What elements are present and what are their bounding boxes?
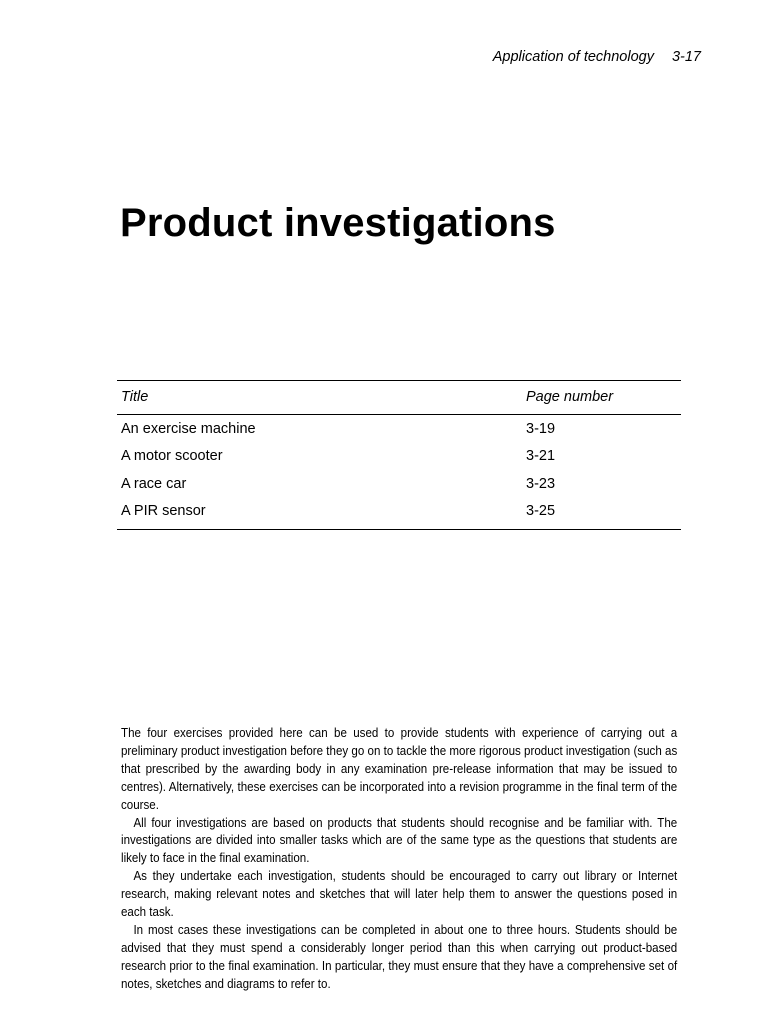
running-header	[493, 49, 701, 65]
page-title: Product investigations	[120, 201, 556, 245]
table-row	[117, 443, 681, 470]
row-page-number: 3-19	[526, 421, 556, 437]
paragraph: All four investigations are based on products that students should recognise and be familiar with. The investigations are divided into smaller tasks which are of the same type as the questions that students are likely to face in the final examination.	[121, 814, 678, 866]
table-row	[117, 498, 681, 525]
paragraph: The four exercises provided here can be used to provide students with experience of carrying out a preliminary product investigation before they go on to tackle the more rigorous product investigation (such as that prescribed by the awarding body in any examination pre-release information that may be issued to centres). Alternatively, these exercises can be incorporated into a revision programme in the final term of the course.	[121, 725, 678, 812]
row-page-number: 3-21	[526, 448, 556, 465]
row-title: A PIR sensor	[121, 502, 206, 519]
contents-table	[117, 380, 681, 530]
contents-header-row	[117, 381, 681, 415]
column-header-page-number: Page number	[526, 389, 614, 405]
running-title: Application of technology	[492, 49, 654, 65]
row-title: A race car	[121, 475, 187, 492]
paragraph: In most cases these investigations can be completed in about one to three hours. Students should be advised that they must spend a considerably longer period than this when carrying out product-based research prior to the final examination. In particular, they must ensure that they have a comprehensive set of notes, sketches and diagrams to refer to.	[121, 921, 678, 991]
row-title: An exercise machine	[121, 421, 256, 437]
paragraph: As they undertake each investigation, students should be encouraged to carry out library or Internet research, making relevant notes and sketches that will later help them to answer the questions posed in each task.	[121, 868, 678, 920]
row-title: A motor scooter	[121, 448, 223, 465]
row-page-number: 3-23	[526, 475, 556, 492]
table-row	[117, 471, 681, 498]
page-number: 3-17	[671, 49, 701, 65]
table-row	[117, 416, 681, 443]
body-text	[121, 724, 677, 993]
row-page-number: 3-25	[526, 502, 556, 519]
column-header-title: Title	[121, 389, 149, 405]
